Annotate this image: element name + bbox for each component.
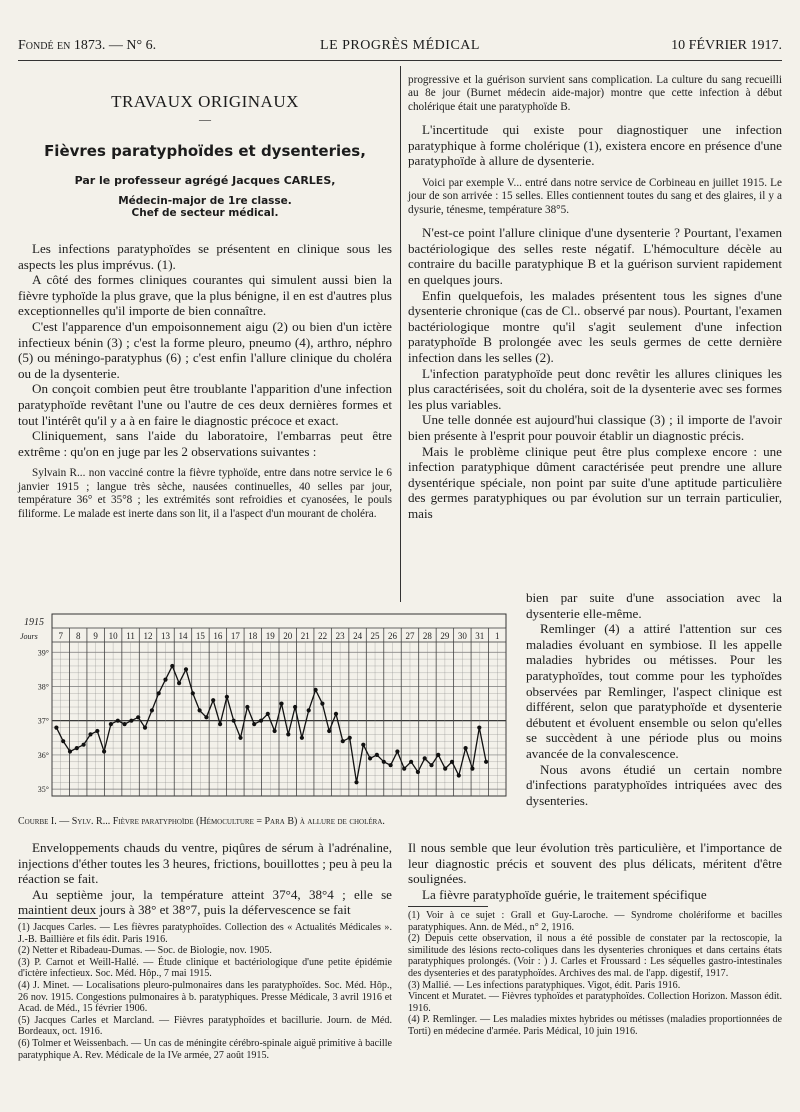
temperature-point [225,695,229,699]
temperature-point [354,780,358,784]
day-label: 24 [353,631,363,641]
temperature-point [150,708,154,712]
temperature-point [314,688,318,692]
day-label: 31 [475,631,485,641]
day-label: 23 [335,631,345,641]
temperature-point [307,708,311,712]
temperature-point [136,715,140,719]
row-label: Jours [20,632,38,641]
temperature-point [457,773,461,777]
journal-title: LE PROGRÈS MÉDICAL [320,38,480,53]
paragraph: Mais le problème clinique peut être plus complexe encore : une infection paratyphique dûment caractérisée peut prendre une allure dysentérique spéciale, non point par suite d'une aptitude particulière des germes paratyphiques ou par évolution sur un terrain particulier, mais [408,443,782,521]
paragraph: On conçoit combien peut être troublante l'apparition d'une infection paratyphoïde revêtant l'une ou l'autre de ces deux dernières formes et tout l'intérêt qu'il y a à en faire le diagnostic précoce et exact. [18,381,392,428]
paragraph: L'incertitude qui existe pour diagnostiquer une infection paratyphique à forme cholérique (1), existera encore en présence d'une paratyphoïde à allure de dysenterie. [408,122,782,169]
day-label: 21 [300,631,310,641]
temperature-line [56,666,486,782]
paragraph: La fièvre paratyphoïde guérie, le traitement spécifique [422,886,707,902]
temperature-chart [16,606,512,812]
temperature-point [470,767,474,771]
temperature-point [177,681,181,685]
temperature-point [109,722,113,726]
temperature-point [361,743,365,747]
temperature-point [157,691,161,695]
day-label: 16 [213,631,223,641]
temperature-point [82,743,86,747]
temperature-point [116,719,120,723]
footnote-rule [18,918,98,919]
running-header [18,38,782,58]
temperature-point [464,746,468,750]
temperature-point [198,708,202,712]
footnote: (4) J. Minet. — Localisations pleuro-pulmonaires dans les paratyphoïdes. Soc. Méd. Hôp., 26 nov. 1915. Congestions pulmonaires à b. paratyphiques. Presse Médicale, 3 avril 1916 et Acad. de Méd., 15 février 1906. [18,979,392,1015]
right-narrow-column [526,590,782,808]
temperature-point [75,746,79,750]
paragraph: C'est l'apparence d'un empoisonnement aigu (2) ou bien d'un ictère infectieux bénin (3) ; c'est la forme pleuro, pneumo (4), arthro, néphro (5) ou méningo-paratyphus (6) ; c'est enfin l'allure clinique du choléra ou de la dysenterie. [18,318,392,381]
paragraph: bien par suite d'une association avec la dysenterie elle-même. [526,590,782,621]
temperature-point [123,722,127,726]
day-label: 29 [440,631,450,641]
day-label: 8 [75,631,81,641]
day-label: 19 [265,631,275,641]
temperature-point [368,756,372,760]
day-label: 15 [195,631,205,641]
temperature-point [395,749,399,753]
footnotes-right [408,906,782,1038]
temperature-point [450,760,454,764]
author-role-1: Médecin-major de 1re classe. [118,195,292,207]
chart-caption: Courbe I. — Sylv. R... Fièvre paratyphoïde (Hémoculture = Para B) à allure de choléra. [18,816,385,827]
temperature-point [191,691,195,695]
footnote: (3) P. Carnot et Weill-Hallé. — Étude clinique et bactériologique d'une petite épidémie d'ictère infectieux. Soc. Méd. Hôp., 7 mai 1915. [18,956,392,980]
temperature-point [252,722,256,726]
temperature-point [327,729,331,733]
temperature-point [443,767,447,771]
day-label: 17 [230,631,240,641]
footnote: (2) Netter et Ribadeau-Dumas. — Soc. de Biologie, nov. 1905. [18,945,272,957]
day-label: 28 [422,631,432,641]
right-column [408,74,782,522]
day-label: 20 [283,631,293,641]
y-tick-label: 38° [37,682,49,692]
header-rule [18,60,782,61]
day-label: 14 [178,631,188,641]
temperature-point [286,732,290,736]
temperature-point [238,736,242,740]
temperature-point [334,712,338,716]
y-tick-label: 36° [37,750,49,760]
temperature-point [348,736,352,740]
issue-date: 10 FÉVRIER 1917. [671,38,782,53]
day-label: 25 [370,631,380,641]
day-label: 7 [58,631,63,641]
day-label: 26 [388,631,397,641]
day-label: 12 [143,631,153,641]
day-label: 10 [108,631,118,641]
paragraph: N'est-ce point l'allure clinique d'une dysenterie ? Pourtant, l'examen bactériologique des selles reste négatif. L'hémoculture décèle au contraire du bacille paratyphique B et la guérison survient rapidement en quelques jours. [408,225,782,287]
temperature-point [211,698,215,702]
day-label: 11 [126,631,135,641]
day-label: 18 [248,631,258,641]
section-dash: — [199,112,211,126]
temperature-point [129,719,133,723]
footnotes-left [18,918,392,1061]
day-label: 13 [161,631,170,641]
footnote: Vincent et Muratet. — Fièvres typhoïdes et paratyphoïdes. Collection Horizon. Masson édit. 1916. [408,991,782,1014]
temperature-point [170,664,174,668]
right-continuation [408,840,782,902]
temperature-point [293,705,297,709]
observation-text: Sylvain R... non vacciné contre la fièvre typhoïde, entre dans notre service le 6 janvier 1915 ; langue très sèche, nausées continuelles, 40 selles par jour, température 36° et 35°8 ; les extrémités sont refroidies et cyanosées, le pouls filiforme. Le malade est inerte dans son lit, il a l'aspect d'un mourant de choléra. [18,467,392,520]
y-tick-label: 37° [37,716,49,726]
temperature-point [95,729,99,733]
temperature-point [218,722,222,726]
temperature-point [320,702,324,706]
section-heading: TRAVAUX ORIGINAUX [111,92,299,111]
footnote: (1) Voir à ce sujet : Grall et Guy-Laroche. — Syndrome cholériforme et bacilles paratyphiques. Ann. de Méd., n° 2, 1916. [408,910,782,933]
footnote-rule [408,906,488,907]
byline: Par le professeur agrégé Jacques CARLES, [74,174,336,187]
temperature-point [402,767,406,771]
paragraph: L'infection paratyphoïde peut donc revêtir les allures cliniques les plus caractérisées, soit du choléra, soit de la dysenterie avec ses formes les plus variables. [408,365,782,412]
temperature-point [54,726,58,730]
paragraph: Remlinger (4) a attiré l'attention sur ces maladies évoluant en symbiose. Il les appelle maladies hybrides ou métisses. Pour les paratyphoïdes, tout comme pour les typhoïdes observées par Remlinger, l'aspect clinique est différent, selon que paratyphoïde et dysenterie débutent et évoluent ensemble ou selon qu'elles se succèdent à une période plus ou moins avancée de la convalescence. [526,621,782,761]
temperature-point [341,739,345,743]
footnote: (2) Depuis cette observation, il nous a été possible de constater par la rectoscopie, la similitude des lésions recto-coliques dans les dysenteries chroniques et dans certains états paratyphiques prolongés. (Voir : ) J. Carles et Froussard : Les séquelles gastro-intestinales des dysenteries et des paratyphoïdes. Archives des mal. de l'app. digestif, 1917. [408,933,782,979]
footnote: (6) Tolmer et Weissenbach. — Un cas de méningite cérébro-spinale aiguë primitive à bacille paratyphique A. Rev. Médicale de la IVe armée, 27 août 1915. [18,1037,392,1061]
temperature-point [184,667,188,671]
paragraph: Nous avons étudié un certain nombre d'infections paratyphoïdes intriquées avec des dysenteries. [526,761,782,808]
temperature-point [143,726,147,730]
paragraph: A côté des formes cliniques courantes qui simulent aussi bien la fièvre typhoïde la plus grave, que la plus bénigne, il en est d'autres plus exceptionnelles qu'il importe de bien connaître. [18,272,392,319]
temperature-point [68,749,72,753]
paragraph: Au septième jour, la température atteint 37°4, 38°4 ; elle se maintient deux jours à 38° et 38°7, puis la défervescence se fait [18,886,392,918]
author-role-2: Chef de secteur médical. [131,207,279,219]
year-label: 1915 [24,617,44,628]
temperature-point [266,712,270,716]
temperature-point [484,760,488,764]
temperature-point [477,726,481,730]
temperature-point [423,756,427,760]
paragraph: Les infections paratyphoïdes se présentent en clinique sous les aspects les plus imprévus. (1). [18,241,392,272]
column-separator [400,66,401,602]
observation-text: progressive et la guérison survient sans complication. La culture du sang recueilli au 8e jour (Burnet médecin aide-major) montre que cette infection à début cholérique était une paratyphoïde B. [408,74,782,113]
day-label: 22 [318,631,328,641]
paragraph: Une telle donnée est aujourd'hui classique (3) ; il importe de l'avoir bien présente à l'esprit pour pouvoir établir un diagnostic précis. [408,412,782,443]
day-label: 1 [495,631,500,641]
day-label: 9 [93,631,98,641]
founded-line: Fondé en 1873. — N° 6. [18,38,157,53]
paragraph: Cliniquement, sans l'aide du laboratoire, l'embarras peut être extrême : qu'on en juge par les 2 observations suivantes : [18,428,392,459]
y-tick-label: 39° [37,648,49,658]
left-continuation [18,840,392,918]
temperature-point [389,763,393,767]
paragraph: Il nous semble que leur évolution très particulière, et l'importance de leur diagnostic précis et souvent des plus délicats, méritent d'être soulignées. [408,840,782,887]
footnote: (3) Mallié. — Les infections paratyphiques. Vigot, édit. Paris 1916. [408,979,681,991]
temperature-point [416,770,420,774]
paragraph: Enveloppements chauds du ventre, piqûres de sérum à l'adrénaline, injections d'éther toutes les 3 heures, frictions, bouillottes ; peu à peu la réaction se fait. [18,840,392,887]
temperature-point [375,753,379,757]
observation-text: Voici par exemple V... entré dans notre service de Corbineau en juillet 1915. Le jour de son arrivée : 15 selles. Elles contiennent toutes du sang et des glaires, il y a dysurie, ténesme, température 38°5. [408,177,782,216]
y-tick-label: 35° [37,785,49,795]
temperature-point [163,678,167,682]
temperature-point [259,719,263,723]
temperature-point [61,739,65,743]
footnote: (5) Jacques Carles et Marcland. — Fièvres paratyphoïdes et bacillurie. Journ. de Méd. Bordeaux, oct. 1916. [18,1014,392,1038]
left-column [18,92,392,521]
temperature-point [273,729,277,733]
temperature-point [382,760,386,764]
temperature-point [232,719,236,723]
temperature-point [279,702,283,706]
day-label: 30 [457,631,467,641]
temperature-point [88,732,92,736]
day-label: 27 [405,631,415,641]
temperature-point [429,763,433,767]
temperature-point [409,760,413,764]
temperature-point [102,749,106,753]
footnote: (4) P. Remlinger. — Les maladies mixtes hybrides ou métisses (maladies proportionnées de Torti) en médecine d'armée. Paris Médical, 10 juin 1916. [408,1014,782,1037]
footnote: (1) Jacques Carles. — Les fièvres paratyphoïdes. Collection des « Actualités Médicales ». J.-B. Baillière et fils édit. Paris 1916. [18,922,392,945]
article-title: Fièvres paratyphoïdes et dysenteries, [44,142,366,160]
temperature-point [204,715,208,719]
temperature-point [300,736,304,740]
temperature-point [436,753,440,757]
temperature-point [245,705,249,709]
paragraph: Enfin quelquefois, les malades présentent tous les signes d'une dysenterie chronique (cas de Cl.. observé par nous). Pourtant, l'examen bactériologique montre qu'il s'agit seulement d'une infection paratyphoïde B prolongée avec les seuls germes de cette dernière infection dans les selles (2). [408,287,782,365]
